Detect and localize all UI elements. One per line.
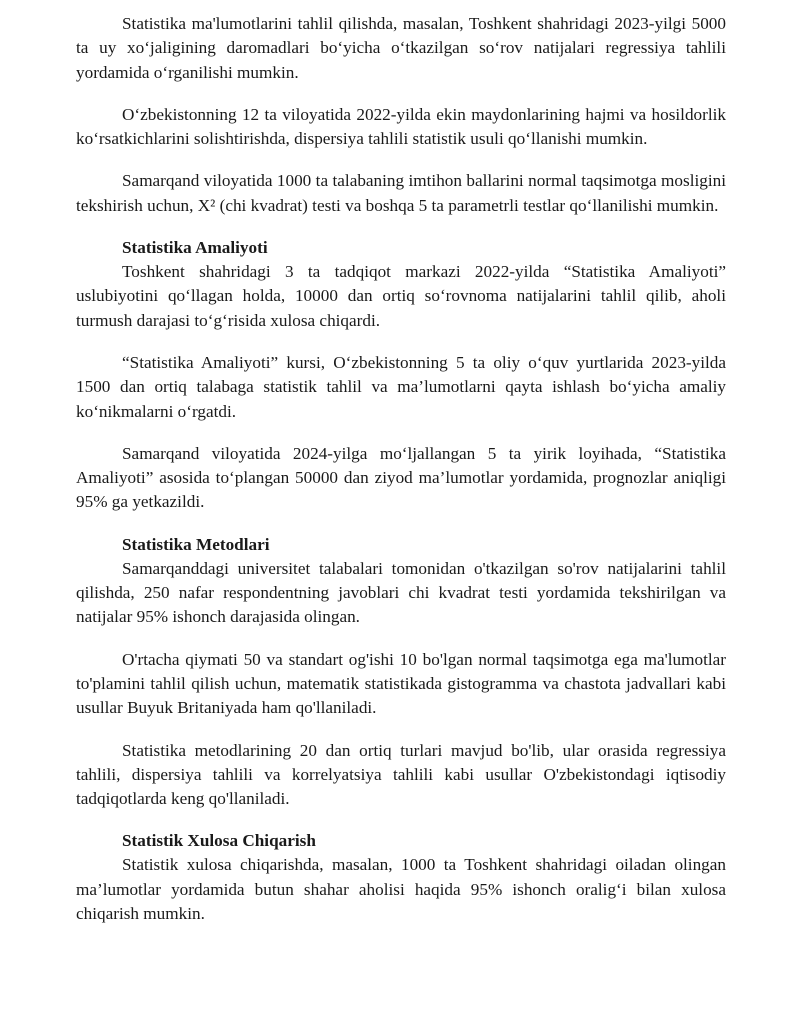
section-statistik-xulosa-chiqarish xyxy=(76,829,726,926)
paragraph: Samarqand viloyatida 1000 ta talabaning imtihon ballarini normal taqsimotga mosligini tekshirish uchun, X² (chi kvadrat) testi va boshqa 5 ta parametrli testlar qo‘llanilishi mumkin. xyxy=(76,171,726,215)
document-page xyxy=(76,12,726,944)
section-heading: Statistika Metodlari xyxy=(122,534,270,554)
section-heading: Statistik Xulosa Chiqarish xyxy=(122,831,316,851)
intro-section xyxy=(76,12,726,218)
section-statistika-amaliyoti xyxy=(76,236,726,515)
paragraph: “Statistika Amaliyoti” kursi, O‘zbekistonning 5 ta oliy o‘quv yurtlarida 2023-yilda 1500 dan ortiq talabaga statistik tahlil va ma’lumotlarni qayta ishlash bo‘yicha amaliy ko‘nikmalarni o‘rgatdi. xyxy=(76,352,726,421)
paragraph: Statistik xulosa chiqarishda, masalan, 1000 ta Toshkent shahridagi oiladan olingan ma’lumotlar yordamida butun shahar aholisi haqida 95% ishonch oralig‘i bilan xulosa chiqarish mumkin. xyxy=(76,855,726,924)
section-heading: Statistika Amaliyoti xyxy=(122,238,268,258)
section-statistika-metodlari xyxy=(76,533,726,812)
paragraph: Samarqanddagi universitet talabalari tomonidan o'tkazilgan so'rov natijalarini tahlil qilishda, 250 nafar respondentning javoblari chi kvadrat testi yordamida tekshirilgan va natijalar 95% ishonch darajasida olingan. xyxy=(76,558,726,627)
paragraph: O‘zbekistonning 12 ta viloyatida 2022-yilda ekin maydonlarining hajmi va hosildorlik ko‘rsatkichlarini solishtirishda, dispersiya tahlili statistik usuli qo‘llanishi mumkin. xyxy=(76,104,726,149)
paragraph: Statistika metodlarining 20 dan ortiq turlari mavjud bo'lib, ular orasida regressiya tahlili, dispersiya tahlili va korrelyatsiya tahlili kabi usullar O'zbekistondagi iqtisodiy tadqiqotlarda keng qo'llaniladi. xyxy=(76,740,726,809)
paragraph: O'rtacha qiymati 50 va standart og'ishi 10 bo'lgan normal taqsimotga ega ma'lumotlar to'plamini tahlil qilish uchun, matematik statistikada gistogramma va chastota jadvallari kabi usullar Buyuk Britaniyada ham qo'llaniladi. xyxy=(76,649,726,718)
paragraph: Samarqand viloyatida 2024-yilga mo‘ljallangan 5 ta yirik loyihada, “Statistika Amaliyoti” asosida to‘plangan 50000 dan ziyod ma’lumotlar yordamida, prognozlar aniqligi 95% ga yetkazildi. xyxy=(76,443,726,512)
paragraph: Toshkent shahridagi 3 ta tadqiqot markazi 2022-yilda “Statistika Amaliyoti” uslubiyotini qo‘llagan holda, 10000 dan ortiq so‘rovnoma natijalarini tahlil qilib, aholi turmush darajasi to‘g‘risida xulosa chiqardi. xyxy=(76,262,726,330)
paragraph: Statistika ma'lumotlarini tahlil qilishda, masalan, Toshkent shahridagi 2023-yilgi 5000 ta uy xo‘jaligining daromadlari bo‘yicha o‘tkazilgan so‘rov natijalari regressiya tahlili yordamida o‘rganilishi mumkin. xyxy=(76,14,726,82)
